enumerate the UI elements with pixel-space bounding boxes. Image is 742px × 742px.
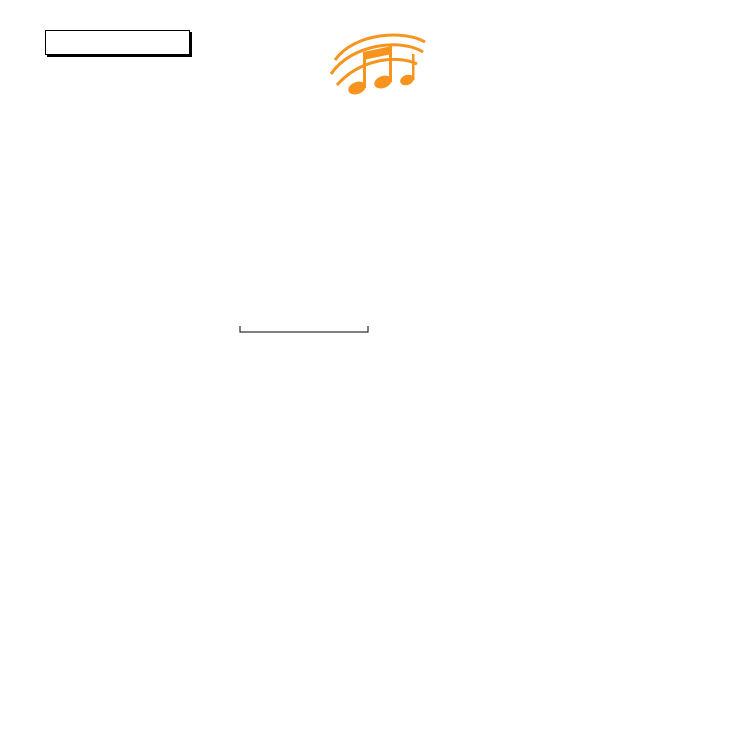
bracket [240,326,368,332]
musical-notes-logo-icon [325,30,725,100]
keyboard-diagram-2 [262,477,412,559]
keyboard-diagram-1 [230,236,380,336]
page-title [45,30,190,55]
staff-notation [218,640,568,740]
